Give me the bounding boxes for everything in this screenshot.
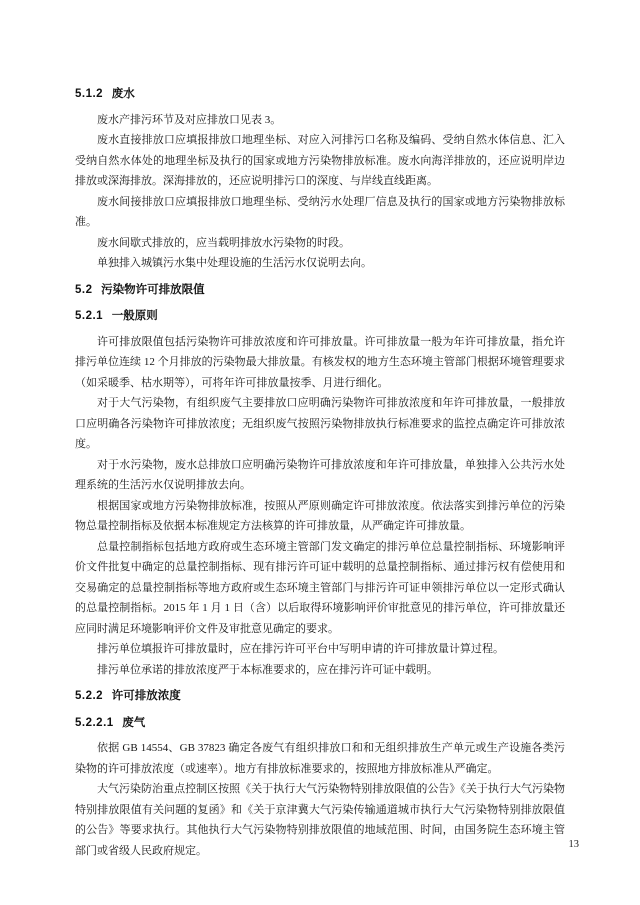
paragraph-special-emission-limits: 大气污染防治重点控制区按照《关于执行大气污染物特别排放限值的公告》《关于执行大气污染物特别排放限值有关问题的复函》和《关于京津冀大气污染传输通道城市执行大气污染物特别排放限值的公告》等要求执行。其他执行大气污染物特别排放限值的地域范围、时间，由国务院生态环境主管部门或省级人民政府规定。: [75, 783, 565, 857]
page-number: 13: [568, 839, 579, 850]
paragraph-air-pollutants: 对于大气污染物，有组织废气主要排放口应明确污染物许可排放浓度和年许可排放量，一般排放口应明确各污染物许可排放浓度；无组织废气按照污染物排放执行标准要求的监控点确定许可排放浓度。: [75, 397, 565, 450]
document-content: [75, 84, 565, 861]
heading-number: 5.1.2: [75, 88, 104, 100]
heading-title: 废气: [122, 716, 146, 729]
paragraph-direct-discharge: 废水直接排放口应填报排放口地理坐标、对应入河排污口名称及编码、受纳自然水体信息、汇入受纳自然水体处的地理坐标及执行的国家或地方污染物排放标准。废水向海洋排放的，还应说明岸边排放或深海排放。深海排放的，还应说明排污口的深度、与岸线直线距离。: [75, 134, 565, 187]
paragraph-total-control-indicators: 总量控制指标包括地方政府或生态环境主管部门发文确定的排污单位总量控制指标、环境影响评价文件批复中确定的总量控制指标、现有排污许可证中载明的总量控制指标、通过排污权有偿使用和交易确定的总量控制指标等地方政府或生态环境主管部门与排污许可证申领排污单位以一定形式确认的总量控制指标。2015 年 1 月 1 日（含）以后取得环境影响评价审批意见的排污单位，许可排放量还应同时满足环境影响评价文件及审批意见确定的要求。: [75, 540, 565, 635]
paragraph-committed-concentration: 排污单位承诺的排放浓度严于本标准要求的，应在排污许可证中载明。: [97, 663, 438, 676]
heading-number: 5.2.1: [75, 310, 104, 322]
paragraph-permit-limit-definition: 许可排放限值包括污染物许可排放浓度和许可排放量。许可排放量一般为年许可排放量，指允许排污单位连续 12 个月排放的污染物最大排放量。有核发权的地方生态环境主管部门根据环境管理要求（如采暖季、枯水期等），可将年许可排放量按季、月进行细化。: [75, 335, 565, 389]
paragraph-indirect-discharge: 废水间接排放口应填报排放口地理坐标、受纳污水处理厂信息及执行的国家或地方污染物排放标准。: [75, 195, 565, 228]
section-heading-5-1-2-wastewater: [75, 84, 565, 105]
paragraph-intermittent-discharge: 废水间歇式排放的，应当载明排放水污染物的时段。: [97, 236, 350, 249]
heading-title: 许可排放浓度: [111, 690, 181, 702]
heading-title: 一般原则: [111, 310, 158, 322]
heading-number: 5.2.2: [75, 690, 104, 702]
heading-title: 污染物许可排放限值: [101, 283, 205, 296]
section-heading-5-2-1-general-principles: [75, 306, 565, 327]
heading-number: 5.2: [75, 283, 93, 296]
section-heading-5-2-2-permit-concentration: [75, 686, 565, 707]
paragraph-wastewater-outlets-table: 废水产排污环节及对应排放口见表 3。: [97, 113, 282, 126]
paragraph-water-pollutants: 对于水污染物，废水总排放口应明确污染物许可排放浓度和年许可排放量，单独排入公共污水处理系统的生活污水仅说明排放去向。: [75, 458, 565, 491]
paragraph-platform-calculation: 排污单位填报许可排放量时，应在排污许可平台中写明申请的许可排放量计算过程。: [97, 643, 504, 655]
section-heading-5-2-limits: [75, 280, 565, 301]
heading-title: 废水: [111, 88, 135, 100]
paragraph-gb-standards: 依据 GB 14554、GB 37823 确定各废气有组织排放口和和无组织排放生产单元或生产设施各类污染物的许可排放浓度（或速率）。地方有排放标准要求的，按照地方排放标准从严确定。: [75, 742, 565, 775]
section-heading-5-2-2-1-waste-gas: [75, 713, 565, 734]
heading-number: 5.2.2.1: [75, 716, 114, 729]
paragraph-strict-principle: 根据国家或地方污染物排放标准，按照从严原则确定许可排放浓度。依法落实到排污单位的污染物总量控制指标及依据本标准规定方法核算的许可排放量，从严确定许可排放量。: [75, 499, 565, 532]
paragraph-domestic-sewage: 单独排入城镇污水集中处理设施的生活污水仅说明去向。: [97, 257, 372, 269]
